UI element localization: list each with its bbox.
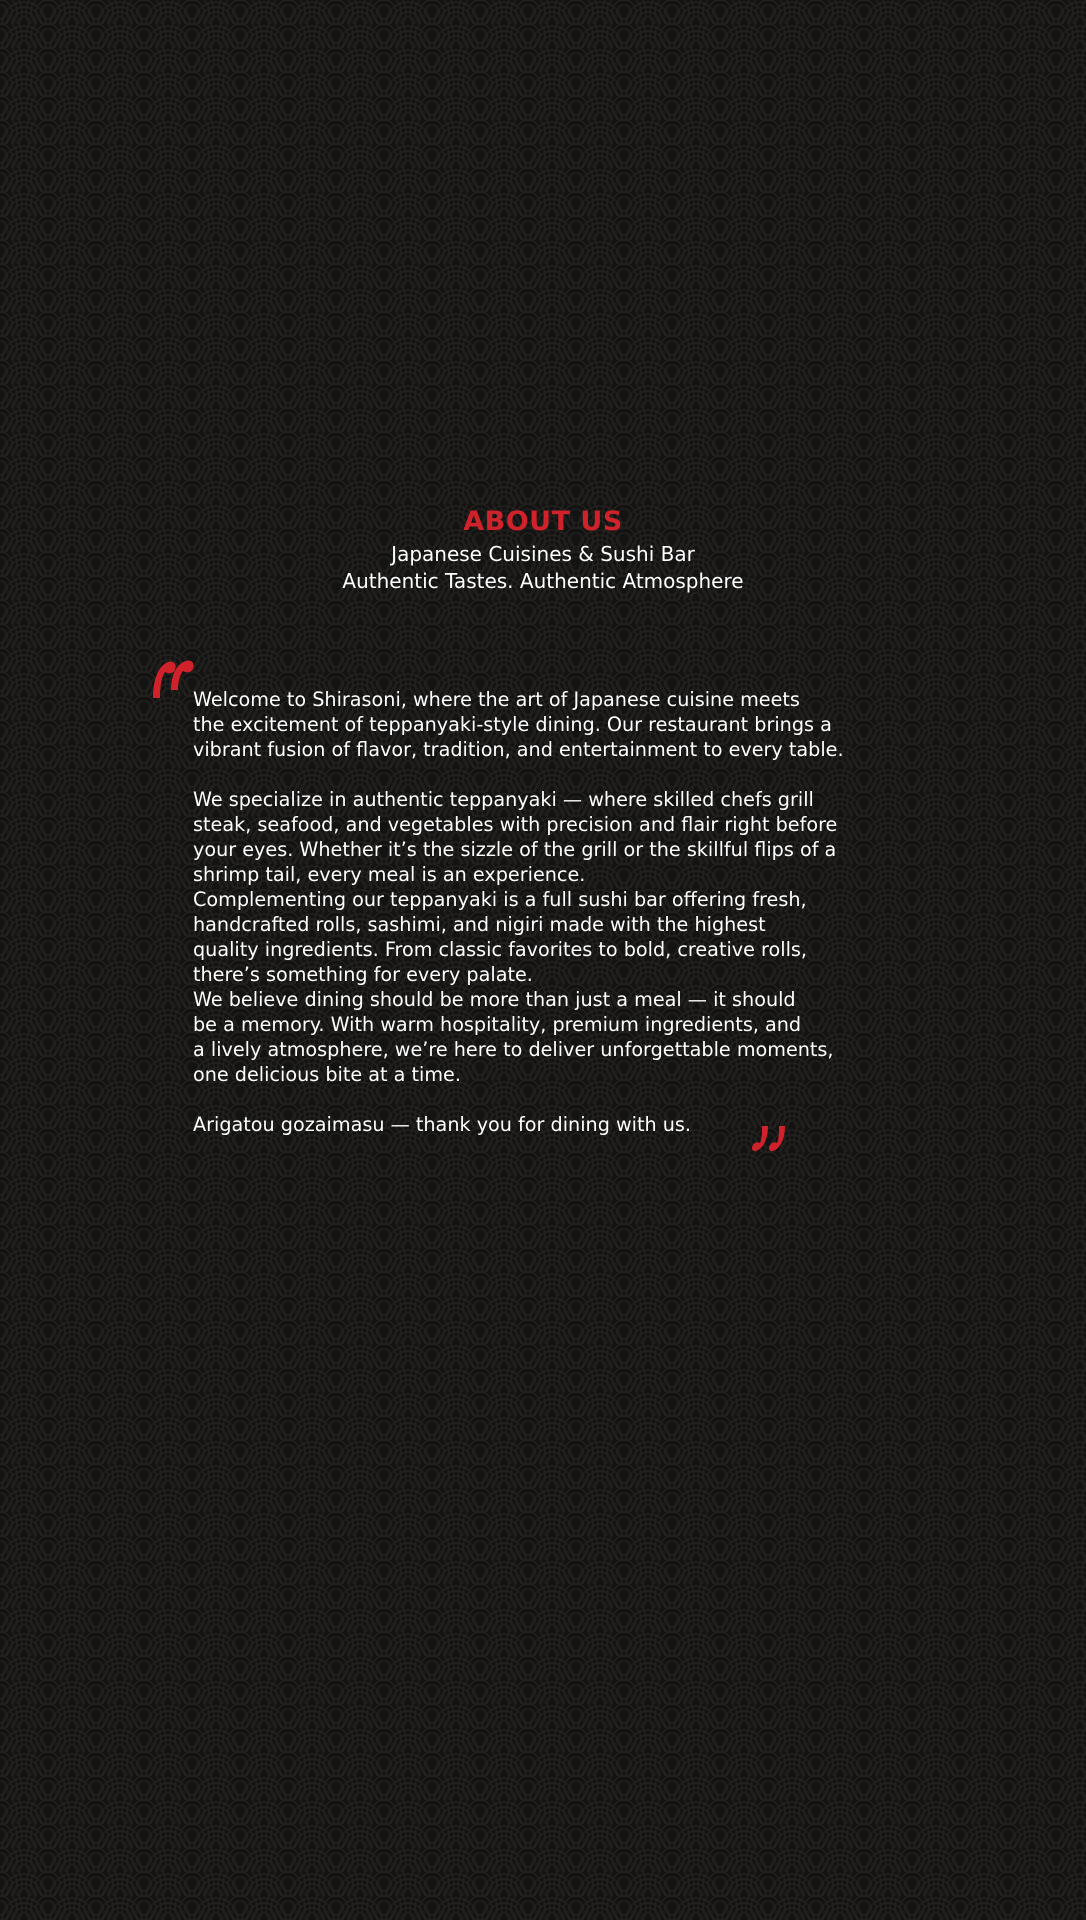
about-paragraph-welcome: Welcome to Shirasoni, where the art of Japanese cuisine meets the excitement of teppanyaki-style dining. Our restaurant brings a vibrant fusion of flavor, tradition, and entertainment to every table. bbox=[193, 688, 844, 761]
about-body-text bbox=[193, 687, 913, 1137]
about-title: ABOUT US bbox=[463, 506, 623, 537]
paragraph-gap bbox=[193, 762, 913, 787]
quote-open-icon bbox=[150, 658, 198, 700]
about-paragraph-dining: We believe dining should be more than just a meal — it should be a memory. With warm hospitality, premium ingredients, and a lively atmosphere, we’re here to deliver unforgettable moments, one delicious bite at a time. bbox=[193, 988, 834, 1086]
paragraph-gap bbox=[193, 1087, 913, 1112]
about-paragraph-sushi-bar: Complementing our teppanyaki is a full sushi bar offering fresh, handcrafted rolls, sashimi, and nigiri made with the highest quality ingredients. From classic favorites to bold, creative rolls, there’s something for every palate. bbox=[193, 888, 808, 986]
about-heading-block bbox=[0, 503, 1086, 595]
about-subtitle-line-1: Japanese Cuisines & Sushi Bar bbox=[391, 542, 695, 566]
about-paragraph-teppanyaki: We specialize in authentic teppanyaki — where skilled chefs grill steak, seafood, and vegetables with precision and flair right before your eyes. Whether it’s the sizzle of the grill or the skillful flips of a shrimp tail, every meal is an experience. bbox=[193, 788, 838, 886]
quote-close-icon bbox=[752, 1122, 788, 1154]
about-paragraph-thanks: Arigatou gozaimasu — thank you for dining with us. bbox=[193, 1113, 692, 1136]
about-subtitle-line-2: Authentic Tastes. Authentic Atmosphere bbox=[342, 569, 744, 593]
